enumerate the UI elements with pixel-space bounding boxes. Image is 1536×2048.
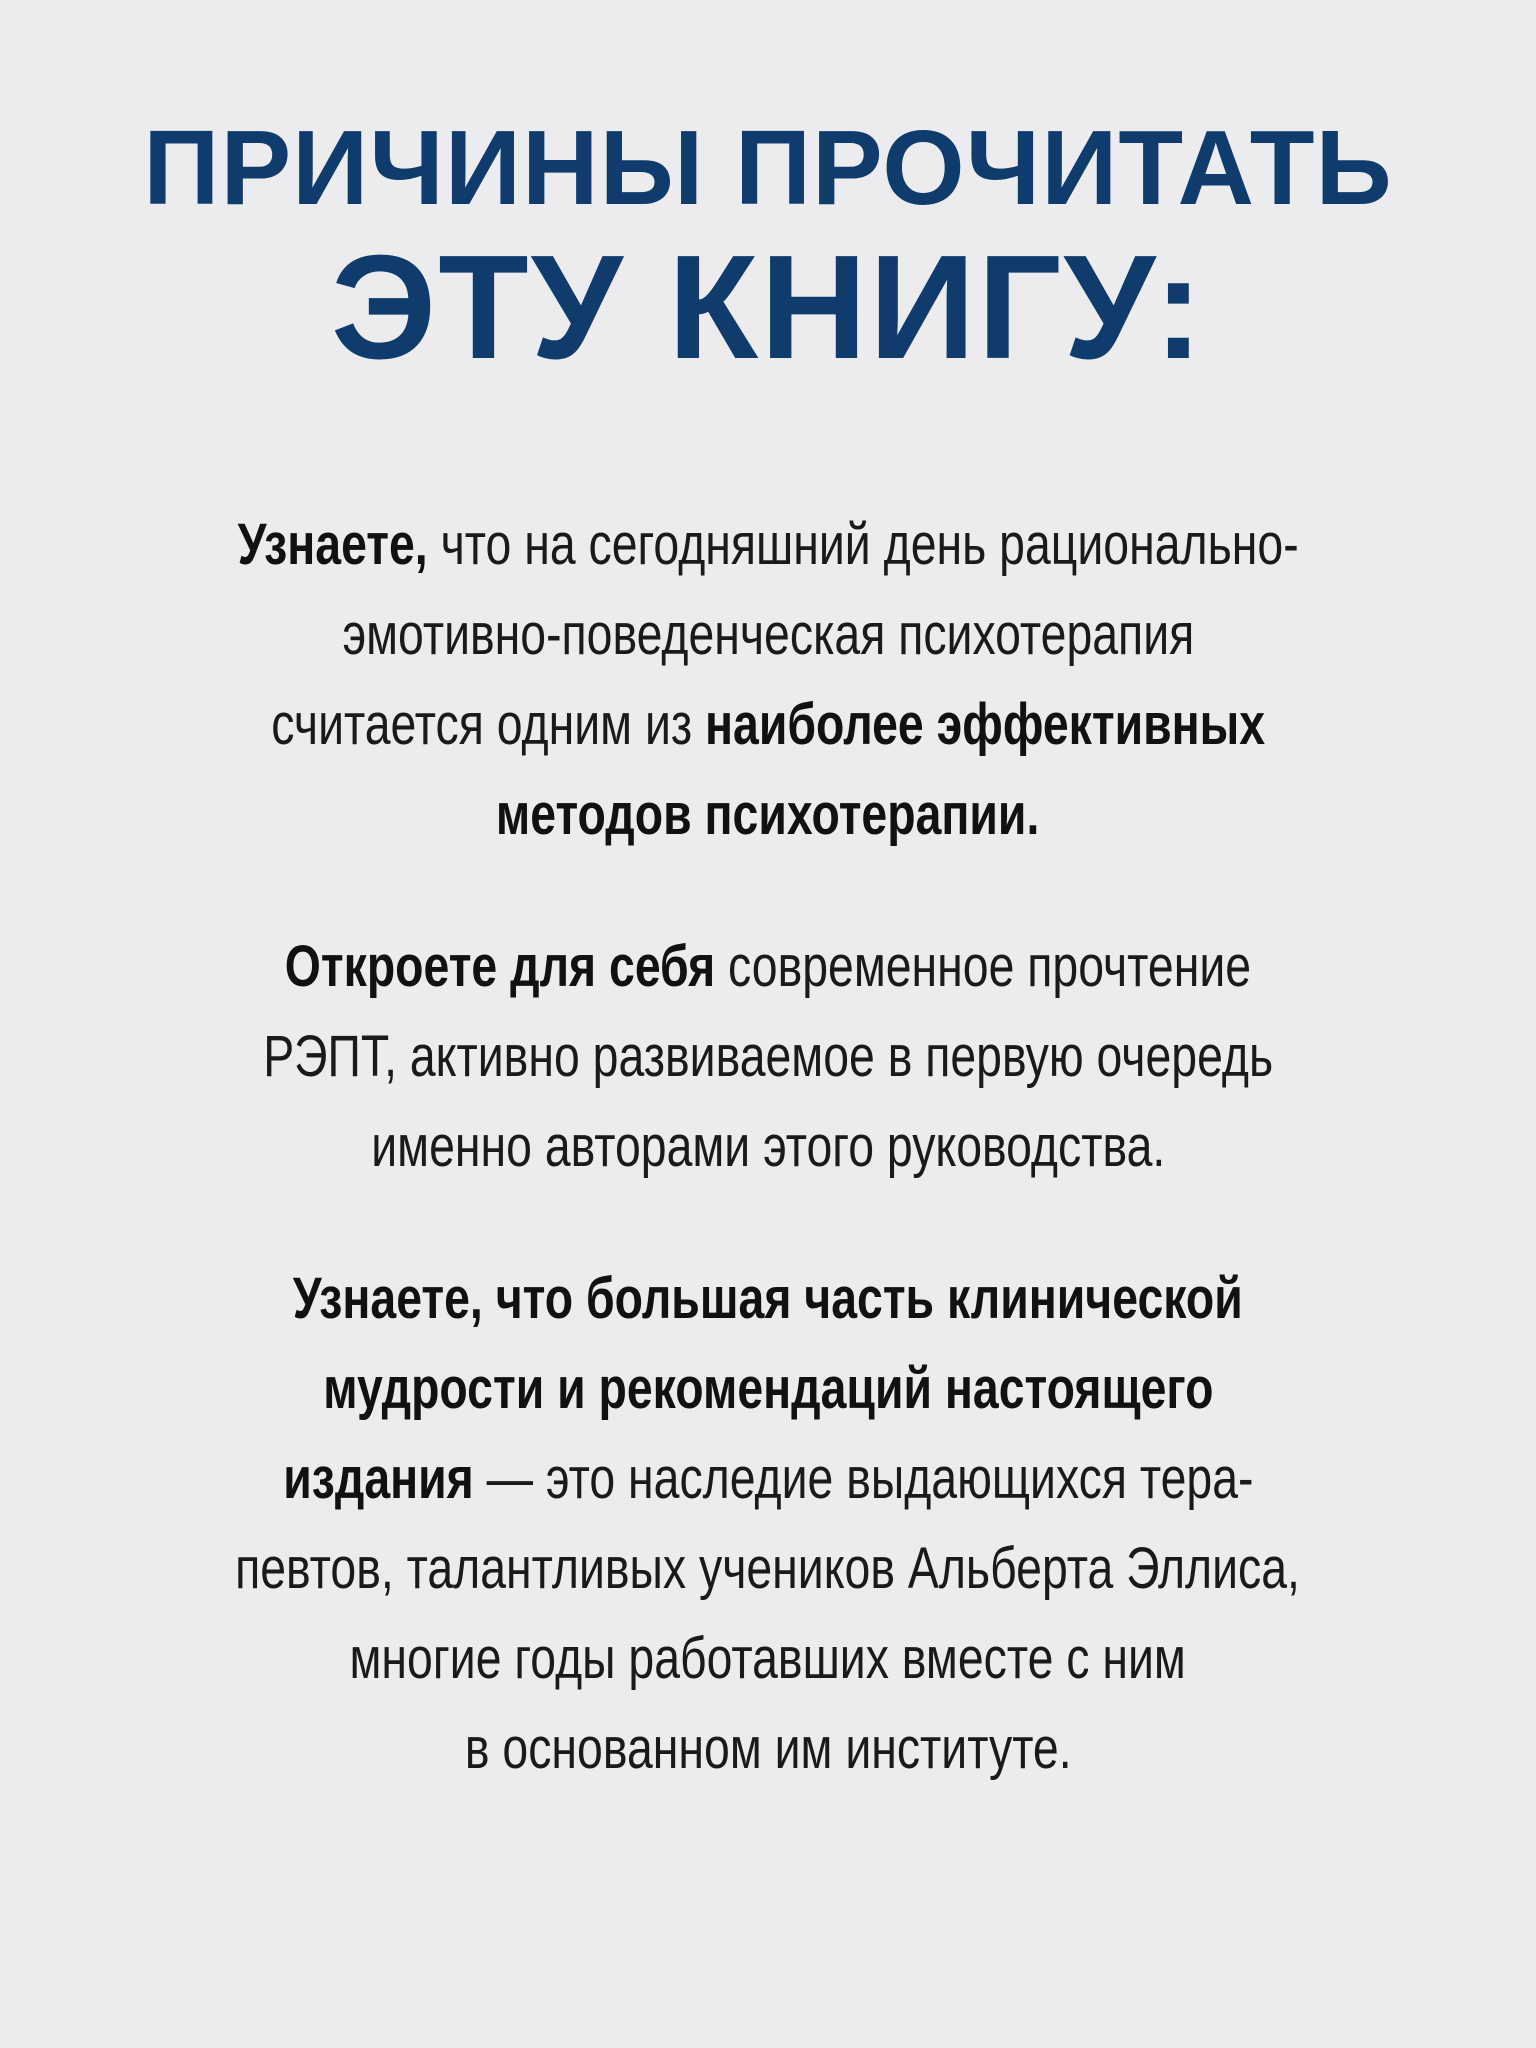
page-title xyxy=(0,108,1536,388)
reason-3-line-3 xyxy=(60,1434,1476,1524)
reason-3-line-3-text: — это наследие выдающихся тера- xyxy=(473,1446,1254,1511)
reason-1-line-1-bold: Узнаете, xyxy=(237,512,428,577)
reason-3-line-6-text: в основанном им институте. xyxy=(464,1716,1072,1781)
reason-3-line-6 xyxy=(60,1704,1476,1794)
reason-3-line-2-bold: мудрости и рекомендаций настоящего xyxy=(322,1356,1214,1421)
reason-1-line-1-text: что на сегодняшний день рационально- xyxy=(427,512,1299,577)
reason-3-line-2 xyxy=(60,1344,1476,1434)
reason-3-line-1 xyxy=(60,1254,1476,1344)
reason-1-line-3 xyxy=(60,680,1476,770)
reason-3-line-5 xyxy=(60,1614,1476,1704)
reason-1-line-3-bold: наиболее эффективных xyxy=(704,692,1265,757)
reason-1 xyxy=(60,500,1476,860)
reason-3-line-5-text: многие годы работавших вместе с ним xyxy=(349,1626,1187,1691)
title-line-1: ПРИЧИНЫ ПРОЧИТАТЬ xyxy=(143,109,1393,227)
reason-1-line-1 xyxy=(60,500,1476,590)
reason-1-line-2-text: эмотивно-поведенческая психотерапия xyxy=(342,602,1194,667)
reason-2 xyxy=(60,922,1476,1192)
reason-2-line-3-text: именно авторами этого руководства. xyxy=(370,1114,1166,1179)
reason-3-line-4-text: певтов, талантливых учеников Альберта Эллиса, xyxy=(235,1536,1301,1601)
reason-2-line-2-text: РЭПТ, активно развиваемое в первую очередь xyxy=(263,1024,1273,1089)
reason-1-line-2 xyxy=(60,590,1476,680)
reason-3-line-3-bold: издания xyxy=(282,1446,474,1511)
reasons-list xyxy=(0,500,1536,1794)
reason-3-line-1-bold: Узнаете, что большая часть клинической xyxy=(292,1266,1243,1331)
reason-2-line-1-bold: Откроете для себя xyxy=(284,934,716,999)
reason-3-line-4 xyxy=(60,1524,1476,1614)
reason-3 xyxy=(60,1254,1476,1794)
title-line-2: ЭТУ КНИГУ: xyxy=(330,225,1206,390)
reason-2-line-2 xyxy=(60,1012,1476,1102)
reason-1-line-3-text: считается одним из xyxy=(271,692,705,757)
reason-2-line-1-text: современное прочтение xyxy=(715,934,1252,999)
reason-1-line-4-bold: методов психотерапии. xyxy=(496,782,1040,847)
reason-2-line-1 xyxy=(60,922,1476,1012)
reason-1-line-4 xyxy=(60,770,1476,860)
reason-2-line-3 xyxy=(60,1102,1476,1192)
